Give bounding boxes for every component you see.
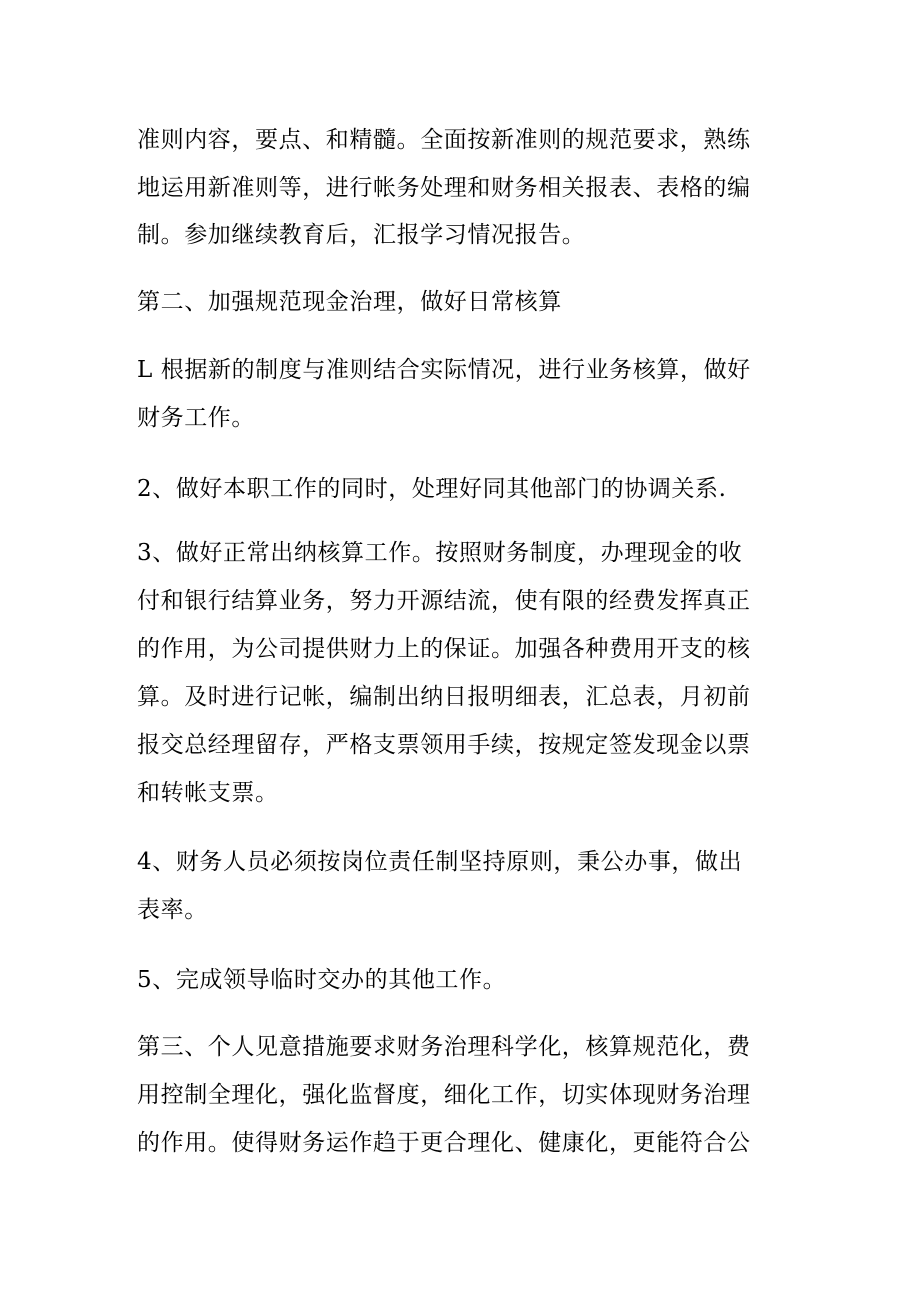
- paragraph-1-line-3: 制。参加继续教育后，汇报学习情况报告。: [137, 222, 586, 248]
- item-3-line-2: 付和银行结算业务，努力开源结流，使有限的经费发挥真正: [137, 588, 751, 614]
- section-heading-3-line-2: 用控制全理化，强化监督度，细化工作，切实体现财务治理: [137, 1082, 751, 1108]
- item-3-line-1: 3、做好正常出纳核算工作。按照财务制度，办理现金的收: [137, 540, 743, 566]
- item-5-line-1: 5、完成领导临时交办的其他工作。: [137, 967, 507, 993]
- section-heading-3-line-1: 第三、个人见意措施要求财务治理科学化，核算规范化，费: [137, 1034, 751, 1060]
- item-4-line-2: 表率。: [137, 897, 208, 923]
- item-1-line-2: 财务工作。: [137, 405, 255, 431]
- item-3-line-6: 和转帐支票。: [137, 780, 279, 806]
- item-3-line-3: 的作用，为公司提供财力上的保证。加强各种费用开支的核: [137, 636, 751, 662]
- section-heading-2: 第二、加强规范现金治理，做好日常核算: [137, 289, 562, 315]
- item-2-line-1: 2、做好本职工作的同时，处理好同其他部门的协调关系.: [137, 476, 727, 502]
- item-3-line-4: 算。及时进行记帐，编制出纳日报明细表，汇总表，月初前: [137, 684, 751, 710]
- item-3-line-5: 报交总经理留存，严格支票领用手续，按规定签发现金以票: [137, 732, 751, 758]
- item-4-line-1: 4、财务人员必须按岗位责任制坚持原则，秉公办事，做出: [137, 849, 743, 875]
- paragraph-1-line-1: 准则内容，要点、和精髓。全面按新准则的规范要求，熟练: [137, 127, 751, 153]
- item-1-line-1: L 根据新的制度与准则结合实际情况，进行业务核算，做好: [137, 357, 751, 383]
- section-heading-3-line-3: 的作用。使得财务运作趋于更合理化、健康化，更能符合公: [137, 1130, 751, 1156]
- paragraph-1-line-2: 地运用新准则等，进行帐务处理和财务相关报表、表格的编: [137, 175, 751, 201]
